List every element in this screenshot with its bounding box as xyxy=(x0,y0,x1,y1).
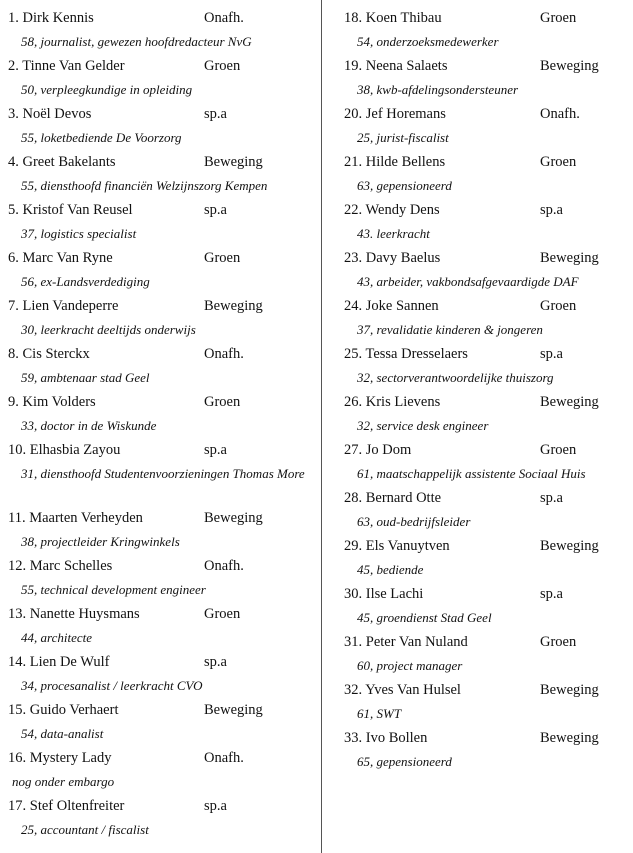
candidate-party: Onafh. xyxy=(204,750,244,766)
candidate-description: 32, service desk engineer xyxy=(357,418,489,433)
candidate-description: 37, logistics specialist xyxy=(21,226,137,241)
candidate-description: 25, jurist-fiscalist xyxy=(357,130,449,145)
candidate-entry xyxy=(344,438,629,486)
candidate-description: 30, leerkracht deeltijds onderwijs xyxy=(21,322,196,337)
candidate-entry xyxy=(344,6,629,54)
candidate-entry xyxy=(344,246,629,294)
candidate-entry xyxy=(8,602,313,650)
candidate-name: 9. Kim Volders xyxy=(8,394,96,410)
candidate-name: 33. Ivo Bollen xyxy=(344,730,428,746)
candidate-entry xyxy=(8,390,313,438)
left-column xyxy=(8,6,313,842)
candidate-party: Beweging xyxy=(540,58,599,74)
candidate-party: sp.a xyxy=(540,346,563,362)
candidate-description: 58, journalist, gewezen hoofdredacteur NvG xyxy=(21,34,252,49)
candidate-party: Beweging xyxy=(540,538,599,554)
candidate-description: 32, sectorverantwoordelijke thuiszorg xyxy=(357,370,554,385)
candidate-description: 65, gepensioneerd xyxy=(357,754,452,769)
candidate-entry xyxy=(344,726,629,774)
candidate-name: 32. Yves Van Hulsel xyxy=(344,682,461,698)
candidate-name: 1. Dirk Kennis xyxy=(8,10,94,26)
candidate-name: 5. Kristof Van Reusel xyxy=(8,202,133,218)
candidate-party: Beweging xyxy=(204,154,263,170)
candidate-name: 11. Maarten Verheyden xyxy=(8,510,143,526)
candidate-name: 28. Bernard Otte xyxy=(344,490,442,506)
candidate-description: nog onder embargo xyxy=(12,774,115,789)
candidate-party: sp.a xyxy=(540,202,563,218)
candidate-party: sp.a xyxy=(204,106,227,122)
candidate-description: 54, data-analist xyxy=(21,726,104,741)
candidate-name: 4. Greet Bakelants xyxy=(8,154,116,170)
candidate-entry xyxy=(344,150,629,198)
candidate-party: Onafh. xyxy=(204,346,244,362)
candidate-party: Beweging xyxy=(540,250,599,266)
candidate-name: 17. Stef Oltenfreiter xyxy=(8,798,125,814)
candidate-party: Beweging xyxy=(540,730,599,746)
candidate-party: Groen xyxy=(540,442,577,458)
candidate-name: 27. Jo Dom xyxy=(344,442,412,458)
candidate-description: 31, diensthoofd Studentenvoorzieningen Thomas More xyxy=(21,466,305,481)
candidate-party: Onafh. xyxy=(204,558,244,574)
candidate-entry xyxy=(344,678,629,726)
candidate-description: 45, bediende xyxy=(357,562,424,577)
candidate-name: 15. Guido Verhaert xyxy=(8,702,119,718)
candidate-entry xyxy=(8,102,313,150)
candidate-description: 63, oud-bedrijfsleider xyxy=(357,514,471,529)
candidate-description: 43, arbeider, vakbondsafgevaardigde DAF xyxy=(357,274,579,289)
candidate-party: Beweging xyxy=(204,702,263,718)
candidate-description: 44, architecte xyxy=(21,630,92,645)
candidate-entry xyxy=(344,582,629,630)
candidate-description: 56, ex-Landsverdediging xyxy=(21,274,150,289)
candidate-name: 31. Peter Van Nuland xyxy=(344,634,468,650)
candidate-description: 55, diensthoofd financiën Welzijnszorg Kempen xyxy=(21,178,268,193)
candidate-entry xyxy=(8,794,313,842)
candidate-entry xyxy=(8,650,313,698)
candidate-description: 25, accountant / fiscalist xyxy=(21,822,149,837)
right-column xyxy=(344,6,629,774)
candidate-name: 8. Cis Sterckx xyxy=(8,346,90,362)
candidate-party: sp.a xyxy=(204,654,227,670)
candidate-entry xyxy=(8,54,313,102)
candidate-name: 19. Neena Salaets xyxy=(344,58,448,74)
candidate-entry xyxy=(344,198,629,246)
candidate-party: Beweging xyxy=(204,510,263,526)
candidate-description: 54, onderzoeksmedewerker xyxy=(357,34,499,49)
candidate-name: 20. Jef Horemans xyxy=(344,106,446,122)
candidate-party: sp.a xyxy=(204,442,227,458)
candidate-party: sp.a xyxy=(540,490,563,506)
candidate-name: 14. Lien De Wulf xyxy=(8,654,110,670)
candidate-entry xyxy=(8,698,313,746)
candidate-name: 30. Ilse Lachi xyxy=(344,586,424,602)
candidate-name: 22. Wendy Dens xyxy=(344,202,440,218)
candidate-entry xyxy=(8,246,313,294)
candidate-name: 6. Marc Van Ryne xyxy=(8,250,113,266)
candidate-description: 55, technical development engineer xyxy=(21,582,206,597)
candidate-party: Beweging xyxy=(540,682,599,698)
candidate-description: 59, ambtenaar stad Geel xyxy=(21,370,150,385)
candidate-description: 38, projectleider Kringwinkels xyxy=(21,534,180,549)
candidate-party: Groen xyxy=(540,634,577,650)
candidate-description: 33, doctor in de Wiskunde xyxy=(21,418,157,433)
candidate-party: Groen xyxy=(540,10,577,26)
candidate-name: 3. Noël Devos xyxy=(8,106,92,122)
candidate-entry xyxy=(344,534,629,582)
candidate-party: sp.a xyxy=(204,798,227,814)
candidate-party: Groen xyxy=(204,606,241,622)
candidate-entry xyxy=(8,150,313,198)
candidate-name: 13. Nanette Huysmans xyxy=(8,606,140,622)
candidate-description: 61, SWT xyxy=(357,706,402,721)
candidate-entry xyxy=(344,294,629,342)
candidate-entry xyxy=(8,506,313,554)
candidate-entry xyxy=(8,294,313,342)
candidate-name: 29. Els Vanuytven xyxy=(344,538,450,554)
candidate-name: 24. Joke Sannen xyxy=(344,298,439,314)
candidate-entry xyxy=(344,630,629,678)
candidate-entry xyxy=(344,54,629,102)
candidate-entry xyxy=(344,102,629,150)
candidate-party: Groen xyxy=(204,250,241,266)
candidate-description: 63, gepensioneerd xyxy=(357,178,452,193)
candidate-entry xyxy=(8,342,313,390)
candidate-description: 37, revalidatie kinderen & jongeren xyxy=(357,322,543,337)
candidate-description: 45, groendienst Stad Geel xyxy=(357,610,492,625)
candidate-entry xyxy=(8,554,313,602)
candidate-name: 12. Marc Schelles xyxy=(8,558,113,574)
candidate-entry xyxy=(8,438,313,506)
column-divider xyxy=(321,0,322,853)
candidate-description: 34, procesanalist / leerkracht CVO xyxy=(21,678,203,693)
candidate-party: Groen xyxy=(204,394,241,410)
candidate-description: 43. leerkracht xyxy=(357,226,430,241)
candidate-entry xyxy=(8,198,313,246)
candidate-name: 7. Lien Vandeperre xyxy=(8,298,119,314)
candidate-description: 60, project manager xyxy=(357,658,463,673)
candidate-name: 16. Mystery Lady xyxy=(8,750,112,766)
candidate-party: sp.a xyxy=(204,202,227,218)
candidate-entry xyxy=(344,390,629,438)
candidate-name: 23. Davy Baelus xyxy=(344,250,441,266)
candidate-name: 25. Tessa Dresselaers xyxy=(344,346,468,362)
candidate-name: 21. Hilde Bellens xyxy=(344,154,446,170)
candidate-name: 26. Kris Lievens xyxy=(344,394,441,410)
candidate-description: 61, maatschappelijk assistente Sociaal Huis xyxy=(357,466,586,481)
candidate-party: Onafh. xyxy=(540,106,580,122)
candidate-party: Onafh. xyxy=(204,10,244,26)
candidate-party: Beweging xyxy=(540,394,599,410)
candidate-entry xyxy=(8,746,313,794)
candidate-description: 38, kwb-afdelingsondersteuner xyxy=(357,82,519,97)
candidate-name: 2. Tinne Van Gelder xyxy=(8,58,125,74)
candidate-party: sp.a xyxy=(540,586,563,602)
candidate-entry xyxy=(8,6,313,54)
candidate-party: Groen xyxy=(204,58,241,74)
candidate-name: 10. Elhasbia Zayou xyxy=(8,442,121,458)
candidate-entry xyxy=(344,486,629,534)
candidate-party: Beweging xyxy=(204,298,263,314)
candidate-name: 18. Koen Thibau xyxy=(344,10,442,26)
candidate-party: Groen xyxy=(540,298,577,314)
candidate-description: 55, loketbediende De Voorzorg xyxy=(21,130,182,145)
candidate-party: Groen xyxy=(540,154,577,170)
candidate-entry xyxy=(344,342,629,390)
candidate-description: 50, verpleegkundige in opleiding xyxy=(21,82,193,97)
